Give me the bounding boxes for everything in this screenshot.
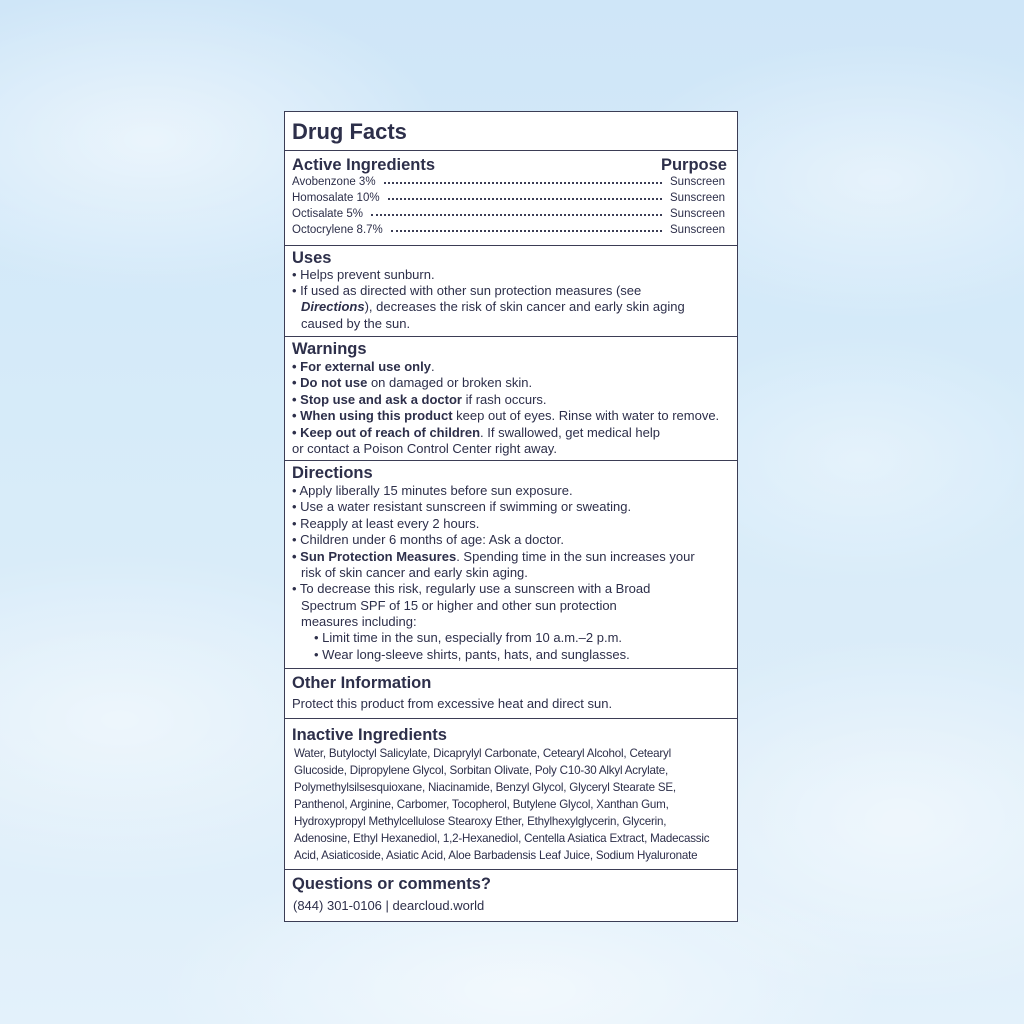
direction-line: • Wear long-sleeve shirts, pants, hats, and sunglasses. [314,647,630,662]
warning-bold: • Do not use [292,375,368,390]
dot-leader [391,230,662,232]
warning-line [292,359,731,375]
inactive-ingredients-line: Panthenol, Arginine, Carbomer, Tocopherol, Butylene Glycol, Xanthan Gum, [294,798,669,811]
warning-line [292,408,731,424]
uses-line: caused by the sun. [301,316,411,331]
inactive-ingredients-line: Water, Butyloctyl Salicylate, Dicaprylyl Carbonate, Cetearyl Alcohol, Cetearyl [294,747,672,760]
dot-leader [388,198,662,200]
directions-reference: Directions [301,299,365,314]
questions-section [285,870,737,921]
uses-line: • If used as directed with other sun protection measures (see [292,283,642,298]
direction-line: Spectrum SPF of 15 or higher and other sun protection [301,598,617,613]
inactive-ingredients-section [285,719,737,870]
direction-line: measures including: [301,614,417,629]
contact-info: (844) 301-0106 | dearcloud.world [293,898,485,913]
active-ingredients-heading: Active Ingredients [292,156,436,174]
directions-section [285,461,737,669]
warning-text: . [430,359,435,374]
warning-bold: • Stop use and ask a doctor [292,392,462,407]
warning-bold: • When using this product [292,408,453,423]
direction-line: • Reapply at least every 2 hours. [292,516,480,531]
inactive-ingredients-line: Polymethylsilsesquioxane, Niacinamide, Benzyl Glycol, Glyceryl Stearate SE, [294,781,676,794]
direction-line: • Use a water resistant sunscreen if swimming or sweating. [292,499,632,514]
inactive-ingredients-line: Hydroxypropyl Methylcellulose Stearoxy Ether, Ethylhexylglycerin, Glycerin, [294,815,667,828]
inactive-ingredients-line: Glucoside, Dipropylene Glycol, Sorbitan Olivate, Poly C10-30 Alkyl Acrylate, [294,764,669,777]
other-information-heading: Other Information [292,674,432,692]
directions-heading: Directions [292,464,373,482]
direction-line: risk of skin cancer and early skin aging. [301,565,528,580]
uses-heading: Uses [292,249,332,267]
warning-text: on damaged or broken skin. [367,375,533,390]
ingredient-row [292,206,725,222]
other-information-section [285,669,737,719]
direction-line [292,549,731,565]
direction-line: • Apply liberally 15 minutes before sun exposure. [292,483,573,498]
inactive-ingredients-line: Acid, Asiaticoside, Asiatic Acid, Aloe Barbadensis Leaf Juice, Sodium Hyaluronate [294,849,698,862]
direction-bold: • Sun Protection Measures [292,549,457,564]
ingredient-purpose: Sunscreen [670,208,725,220]
other-information-text: Protect this product from excessive heat and direct sun. [292,696,613,711]
uses-line: • Helps prevent sunburn. [292,267,435,282]
direction-text: . Spending time in the sun increases your [456,549,695,564]
warning-text: if rash occurs. [461,392,547,407]
uses-line [301,299,731,315]
ingredient-row [292,174,725,190]
direction-line: • Children under 6 months of age: Ask a doctor. [292,532,564,547]
uses-section [285,246,737,337]
warnings-heading: Warnings [292,340,367,358]
page-title: Drug Facts [292,119,407,144]
inactive-ingredients-line: Adenosine, Ethyl Hexanediol, 1,2-Hexanediol, Centella Asiatica Extract, Madecassic [294,832,710,845]
dot-leader [384,182,662,184]
direction-line: • To decrease this risk, regularly use a sunscreen with a Broad [292,581,651,596]
ingredient-name: Octocrylene 8.7% [292,224,383,236]
ingredient-row [292,222,725,238]
ingredient-name: Homosalate 10% [292,192,380,204]
purpose-heading: Purpose [660,156,727,174]
ingredient-purpose: Sunscreen [670,224,725,236]
inactive-ingredients-heading: Inactive Ingredients [292,726,447,744]
warning-line [292,375,731,391]
ingredient-name: Octisalate 5% [292,208,363,220]
warning-text: . If swallowed, get medical help [480,425,660,440]
direction-line: • Limit time in the sun, especially from 10 a.m.–2 p.m. [314,630,623,645]
ingredient-row [292,190,725,206]
warning-bold: • For external use only [292,359,431,374]
uses-line-text: ), decreases the risk of skin cancer and early skin aging [364,299,685,314]
warnings-section [285,337,737,461]
drug-facts-panel [284,111,738,922]
warning-line [292,425,731,441]
ingredient-purpose: Sunscreen [670,176,725,188]
warning-text: keep out of eyes. Rinse with water to remove. [452,408,720,423]
warning-line: or contact a Poison Control Center right away. [292,441,557,456]
ingredient-name: Avobenzone 3% [292,176,376,188]
ingredient-purpose: Sunscreen [670,192,725,204]
questions-heading: Questions or comments? [292,875,491,893]
active-ingredients-section [285,151,737,246]
warning-bold: • Keep out of reach of children [292,425,481,440]
warning-line [292,392,731,408]
dot-leader [371,214,662,216]
title-section [285,112,737,151]
